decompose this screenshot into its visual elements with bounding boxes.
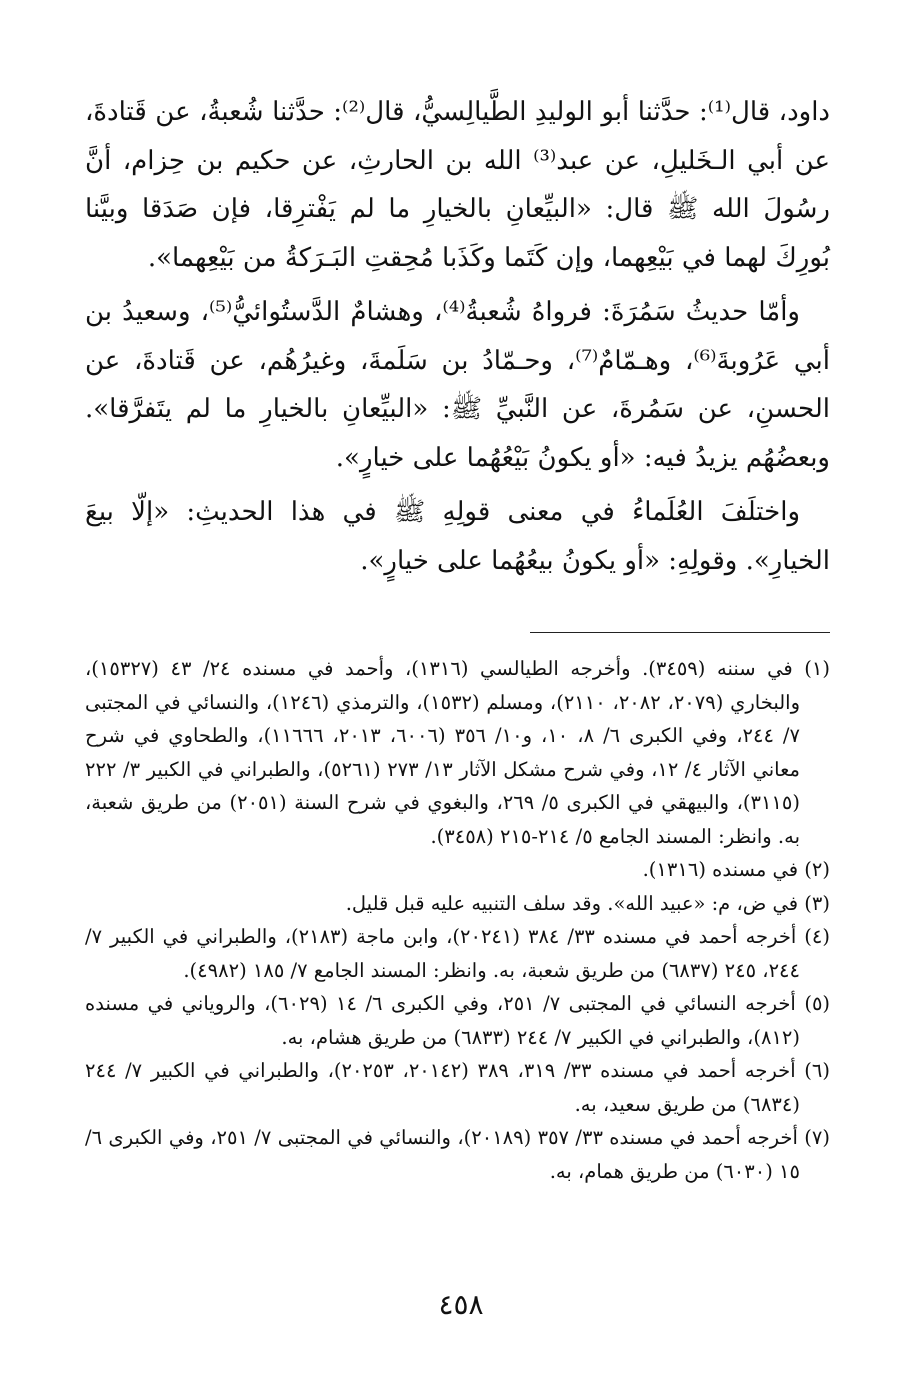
main-paragraph-1: داود، قال⁽¹⁾: حدَّثنا أبو الوليدِ الطَّيالِسيُّ، قال⁽²⁾: حدَّثنا شُعبةُ، عن قَتادةَ، عن أبي الـخَليلِ، عن عبد⁽³⁾ الله بن الحارثِ، عن حكيم بن حِزام، أنَّ رسُولَ الله ﷺ قال: «البيِّعانِ بالخيارِ ما لم يَفْترِقا، فإن صَدَقا وبيَّنا بُورِكَ لهما في بَيْعِهما، وإن كَتَما وكَذَبا مُحِقتِ البَـرَكةُ من بَيْعِهما». <box>85 97 831 273</box>
main-paragraph-3: واختلَفَ العُلَماءُ في معنى قولِهِ ﷺ في هذا الحديثِ: «إلّا بيعَ الخيارِ». وقولِهِ: «أو يكونُ بيعُهُما على خيارٍ». <box>85 497 830 576</box>
footnote-6: (٦) أخرجه أحمد في مسنده ٣٣/ ٣١٩، ٣٨٩ (٢٠١٤٢، ٢٠٢٥٣)، والطبراني في الكبير ٧/ ٢٤٤ (٦٨٣٤) من طريق سعيد، به. <box>85 1059 830 1116</box>
page-number: ٤٥٨ <box>438 1288 484 1321</box>
footnote-7: (٧) أخرجه أحمد في مسنده ٣٣/ ٣٥٧ (٢٠١٨٩)، والنسائي في المجتبى ٧/ ٢٥١، وفي الكبرى ٦/ ١٥ (٦٠٣٠) من طريق همام، به. <box>85 1126 830 1183</box>
footnote-4: (٤) أخرجه أحمد في مسنده ٣٣/ ٣٨٤ (٢٠٢٤١)، وابن ماجة (٢١٨٣)، والطبراني في الكبير ٧/ ٢٤٤، ٢٤٥ (٦٨٣٧) من طريق شعبة، به. وانظر: المسند الجامع ٧/ ١٨٥ (٤٩٨٢). <box>85 925 830 982</box>
footnote-divider <box>530 632 830 633</box>
main-text <box>85 88 830 585</box>
footnote-2: (٢) في مسنده (١٣١٦). <box>642 858 830 881</box>
footnote-1: (١) في سننه (٣٤٥٩). وأخرجه الطيالسي (١٣١٦)، وأحمد في مسنده ٢٤/ ٤٣ (١٥٣٢٧)، والبخاري (٢٠٧٩، ٢٠٨٢، ٢١١٠)، ومسلم (١٥٣٢)، والترمذي (١٢٤٦)، والنسائي في المجتبى ٧/ ٢٤٤، وفي الكبرى ٦/ ٨، ١٠، و١٠/ ٣٥٦ (٦٠٠٦، ٢٠١٣، ١١٦٦٦)، والطحاوي في شرح معاني الآثار ٤/ ١٢، وفي شرح مشكل الآثار ١٣/ ٢٧٣ (٥٢٦١)، والطبراني في الكبير ٣/ ٢٢٢ (٣١١٥)، والبيهقي في الكبرى ٥/ ٢٦٩، والبغوي في شرح السنة (٢٠٥١) من طريق شعبة، به. وانظر: المسند الجامع ٥/ ٢١٤-٢١٥ (٣٤٥٨). <box>85 657 830 848</box>
main-paragraph-2: وأمّا حديثُ سَمُرَةَ: فرواهُ شُعبةُ⁽⁴⁾، وهشامٌ الدَّستُوائيُّ⁽⁵⁾، وسعيدُ بن أبي عَرُوبةَ⁽⁶⁾، وهـمّامٌ⁽⁷⁾، وحـمّادُ بن سَلَمةَ، وغيرُهُم، عن قَتادةَ، عن الحسنِ، عن سَمُرةَ، عن النَّبيِّ ﷺ: «البيِّعانِ بالخيارِ ما لم يتَفرَّقا». وبعضُهُم يزيدُ فيه: «أو يكونُ بَيْعُهُما على خيارٍ». <box>85 297 830 473</box>
footnote-3: (٣) في ض، م: «عبيد الله». وقد سلف التنبيه عليه قبل قليل. <box>345 891 830 915</box>
footnote-5: (٥) أخرجه النسائي في المجتبى ٧/ ٢٥١، وفي الكبرى ٦/ ١٤ (٦٠٢٩)، والروياني في مسنده (٨١٢)، والطبراني في الكبير ٧/ ٢٤٤ (٦٨٣٣) من طريق هشام، به. <box>85 992 831 1049</box>
footnotes <box>85 652 830 1188</box>
